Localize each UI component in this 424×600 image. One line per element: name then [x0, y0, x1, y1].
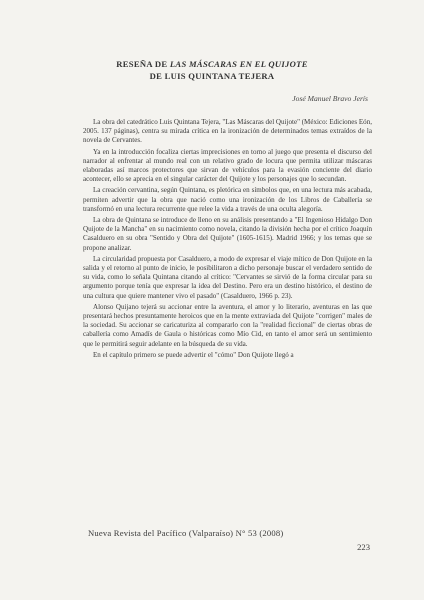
paragraph-5: La circularidad propuesta por Casalduero, a modo de expresar el viaje mítico de Don Quijote en la salida y el retorno al punto de inicio, le posibilitaron a dicho personaje buscar el verdadero sentido de su vida, como lo señala Quintana citando al crítico: "Cervantes se sirvió de la forma circular para su argumento porque tenía que expresar la idea del Destino. Pero era un destino histórico, el destino de una cultura que quiere mantener vivo el pasado" (Casalduero, 1966 p. 23).: [83, 254, 372, 300]
paragraph-2: Ya en la introducción focaliza ciertas imprecisiones en torno al juego que presenta el discurso del narrador al enfrentar al mundo real con un relativo grado de locura que permita utilizar máscaras elaboradas así marcos protectores que sirvan de vehículos para la evasión conciente del diario acontecer, ello se aprecia en el singular carácter del Quijote y los personajes que lo secundan.: [83, 147, 372, 184]
review-title-line-1: [0, 59, 424, 70]
paragraph-1: La obra del catedrático Luis Quintana Tejera, "Las Máscaras del Quijote" (México: Ediciones Eón, 2005. 137 páginas), centra su mirada crítica en la ironización de determinados temas extraídos de la novela de Cervantes.: [83, 118, 372, 145]
journal-footer: Nueva Revista del Pacífico (Valparaíso) N° 53 (2008): [88, 528, 284, 538]
paragraph-4: La obra de Quintana se introduce de lleno en su análisis presentando a "El Ingenioso Hidalgo Don Quijote de la Mancha" en su nacimiento como novela, citando la división hecha por el crítico Joaquín Casalduero en su obra "Sentido y Obra del Quijote" (1605-1615). Madrid 1966; y los temas que se propone analizar.: [83, 216, 372, 252]
paragraph-7: En el capítulo primero se puede advertir el "cómo" Don Quijote llegó a: [93, 350, 294, 359]
book-title: LAS MÁSCARAS EN EL QUIJOTE: [169, 59, 308, 69]
paragraph-3: La creación cervantina, según Quintana, es pletórica en símbolos que, en una lectura más acabada, permiten advertir que la obra que nació como una ironización de los Libros de Caballería se transformó en una lectura recurrente que releе la vida a través de una oculta alegoría.: [83, 186, 372, 213]
page-number: 223: [357, 542, 370, 552]
review-body: [83, 118, 372, 362]
author-name: José Manuel Bravo Jerís: [292, 94, 368, 103]
title-prefix: RESEÑA DE: [116, 59, 170, 69]
paragraph-6: Alonso Quijano tejerá su accionar entre la aventura, el amor y lo literario, aventuras en las que presentará hechos presuntamente heroicos que en la mente extraviada del Quijote "corrigen" males de la sociedad. Su accionar se caricaturiza al compararlo con la "realidad ficcional" de ciertas obras de caballería como Amadís de Gaula o históricas como Mío Cid, en tanto el amor será un sentimiento que le permitirá seguir adelante en la búsqueda de su vida.: [83, 302, 372, 348]
review-title-line-2: DE LUIS QUINTANA TEJERA: [149, 71, 275, 81]
